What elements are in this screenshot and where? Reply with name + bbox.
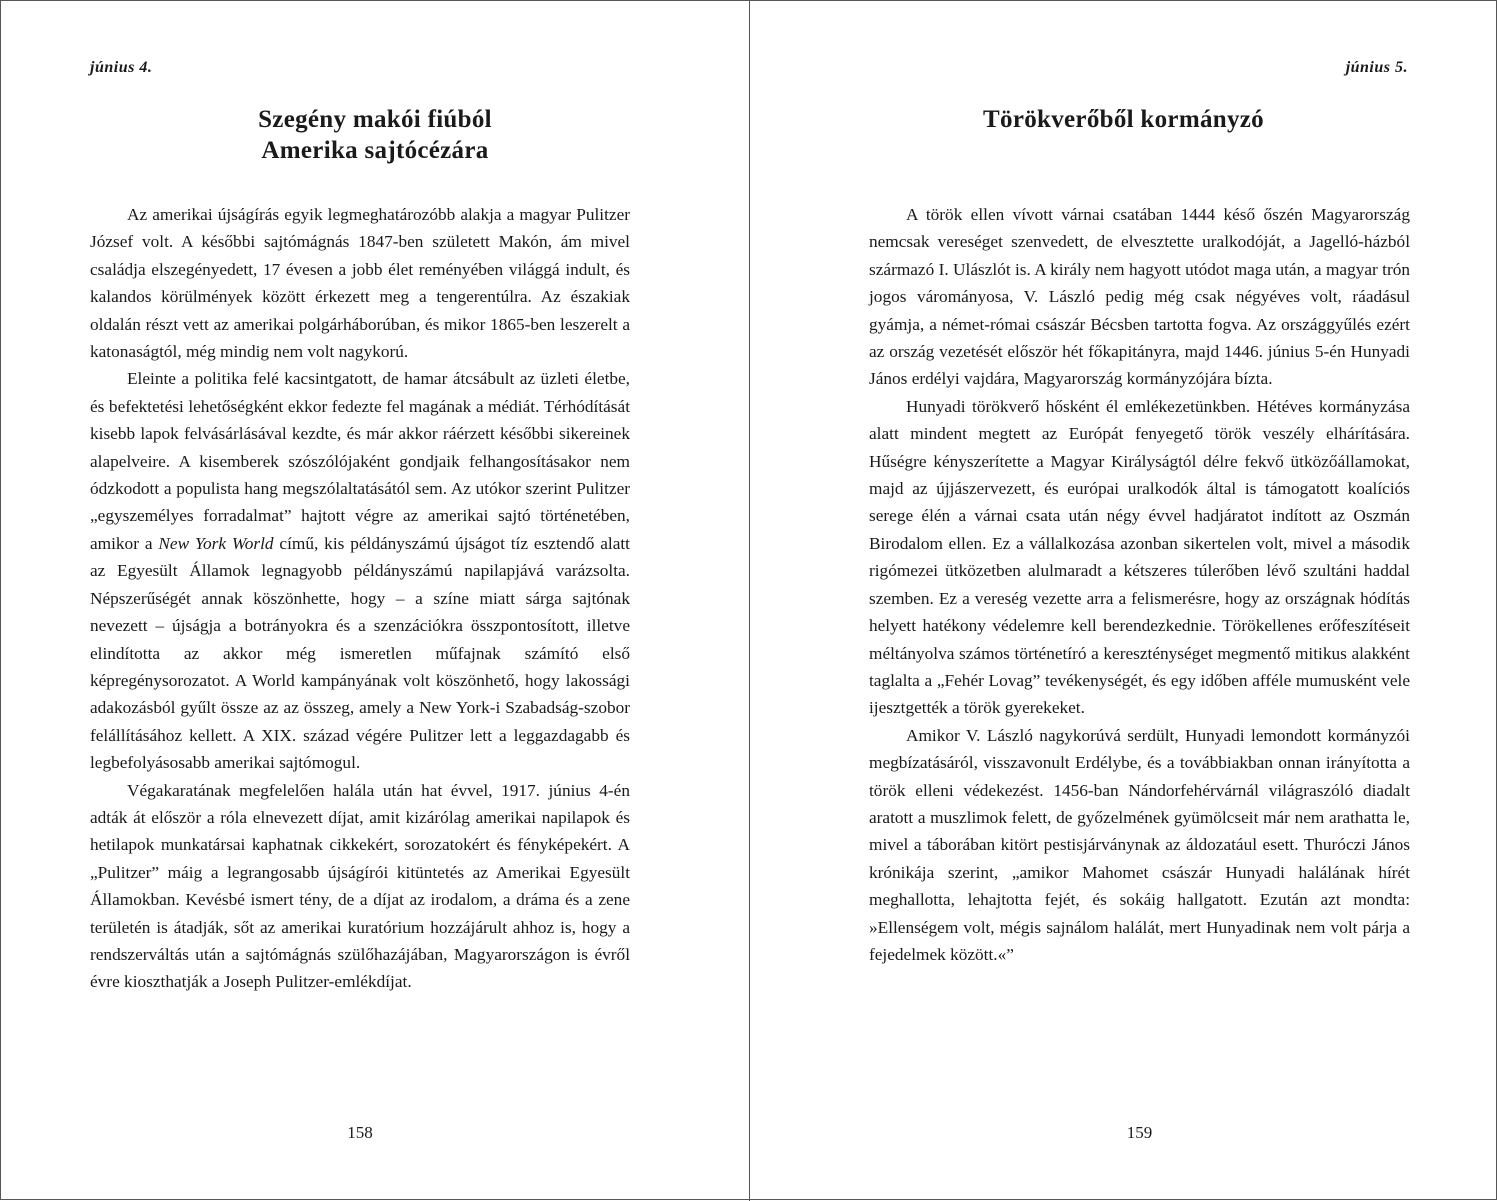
running-head: június 5.	[1345, 59, 1408, 76]
left-page	[1, 1, 749, 1201]
title-line: Szegény makói fiúból	[258, 106, 492, 133]
italic-title: New York World	[158, 533, 274, 553]
paragraph: Végakaratának megfelelően halála után hat évvel, 1917. június 4-én adták át először a róla elnevezett díjat, amit kizárólag amerikai napilapok és hetilapok munkatársai kaphatnak cikkekért, sorozatokért és fényképekért. A „Pulitzer” máig a legrangosabb újságírói kitüntetés az Amerikai Egyesült Államokban. Kevésbé ismert tény, de a díjat az irodalom, a dráma és a zene területén is átadják, sőt az amerikai kuratórium hozzájárult ahhoz is, hogy a rendszerváltás után a sajtómágnás szülőhazájában, Magyarországon is évről évre kioszthatják a Joseph Pulitzer-emlékdíjat.	[90, 780, 630, 992]
chapter-title: Törökverőből kormányzó	[983, 106, 1264, 133]
body-text	[869, 201, 1410, 968]
paragraph: Hunyadi törökverő hősként él emlékezetünkben. Hétéves kormányzása alatt mindent megtett az Európát fenyegető török veszély elhárítására. Hűségre kényszerítette a Magyar Királyságtól délre fekvő ütközőállamokat, majd az újjászervezett, és európai uralkodók által is támogatott koalíciós serege élén a várnai csata után négy évvel hadjáratot indított az Oszmán Birodalom ellen. Ez a vállalkozása azonban sikertelen volt, mivel a második rigómezei ütközetben alulmaradt a kétszeres túlerőben lévő szultáni haddal szemben. Ez a vereség vezette arra a felismerésre, hogy az országnak hódítás helyett hatékony védelemre kell berendezkednie. Törökellenes erőfeszítéseit méltányolva számos történetíró a kereszténységet megmentő mitikus alakként taglalta a „Fehér Lovag” tevékenységét, és egy időben afféle mumusként vele ijesztgették a török gyerekeket.	[869, 396, 1410, 718]
page-number: 158	[347, 1123, 373, 1142]
title-line: Amerika sajtócézára	[261, 137, 489, 164]
running-head: június 4.	[90, 59, 153, 76]
paragraph: Az amerikai újságírás egyik legmeghatározóbb alakja a magyar Pulitzer József volt. A későbbi sajtómágnás 1847-ben született Makón, ám mivel családja elszegényedett, 17 évesen a jobb élet reményében világgá indult, és kalandos körülmények között érkezett meg a tengerentúlra. Az északiak oldalán részt vett az amerikai polgárháborúban, és mikor 1865-ben leszerelt a katonaságtól, még mindig nem volt nagykorú.	[90, 205, 630, 362]
paragraph: A török ellen vívott várnai csatában 1444 késő őszén Magyarország nemcsak vereséget szenvedett, de elvesztette uralkodóját, a Jagelló-házból származó I. Ulászlót is. A király nem hagyott utódot maga után, a magyar trón jogos várományosa, V. László pedig még csak négyéves volt, ráadásul gyámja, a német-római császár Bécsben tartotta fogva. Az országgyűlés ezért az ország vezetését először hét főkapitányra, majd 1446. június 5-én Hunyadi János erdélyi vajdára, Magyarország kormányzójára bízta.	[869, 205, 1410, 389]
paragraph: Amikor V. László nagykorúvá serdült, Hunyadi lemondott kormányzói megbízatásáról, visszavonult Erdélybe, és a továbbiakban onnan irányította a török elleni védekezést. 1456-ban Nándorfehérvárnál világraszóló diadalt aratott a muszlimok felett, de győzelmének gyümölcseit már nem arathatta le, mivel a táborában kitört pestisjárványnak az áldozatául esett. Thuróczi János krónikája szerint, „amikor Mahomet császár Hunyadi halálának hírét meghallotta, lehajtotta fejét, és sokáig hallgatott. Ezután azt mondta: »Ellenségem volt, mégis sajnálom halálát, mert Hunyadinak nem volt párja a fejedelmek között.«”	[869, 725, 1410, 964]
chapter-title	[1, 104, 749, 166]
paragraph	[90, 365, 630, 776]
paragraph-part: című, kis példányszámú újságot tíz esztendő alatt az Egyesült Államok legnagyobb példányszámú napilapjává varázsolta. Népszerűségét annak köszönhette, hogy – a színe miatt sárga sajtónak nevezett – újságja a botrányokra és a szenzációkra összpontosított, illetve elindította az akkor még ismeretlen műfajnak számító első képregénysorozatot. A World kampányának volt köszönhető, hogy lakossági adakozásból gyűlt össze az az összeg, amely a New York-i Szabadság-szobor felállításához kellett. A XIX. század végére Pulitzer lett a leggazdagabb és legbefolyásosabb amerikai sajtómogul.	[90, 533, 630, 773]
paragraph-part: Eleinte a politika felé kacsintgatott, de hamar átcsábult az üzleti életbe, és befektetési lehetőségként ekkor fedezte fel magának a médiát. Térhódítását kisebb lapok felvásárlásával kezdte, és már akkor ráérzett későbbi sikereinek alapelveire. A kisemberek szószólójaként gondjaik felhangosításakor nem ódzkodott a populista hang megszólaltatásától sem. Az utókor szerint Pulitzer „egyszemélyes forradalmat” hajtott végre az amerikai sajtó történetében, amikor a	[90, 369, 630, 553]
page-number: 159	[1126, 1123, 1153, 1142]
body-text	[90, 201, 630, 996]
right-page	[750, 1, 1497, 1201]
